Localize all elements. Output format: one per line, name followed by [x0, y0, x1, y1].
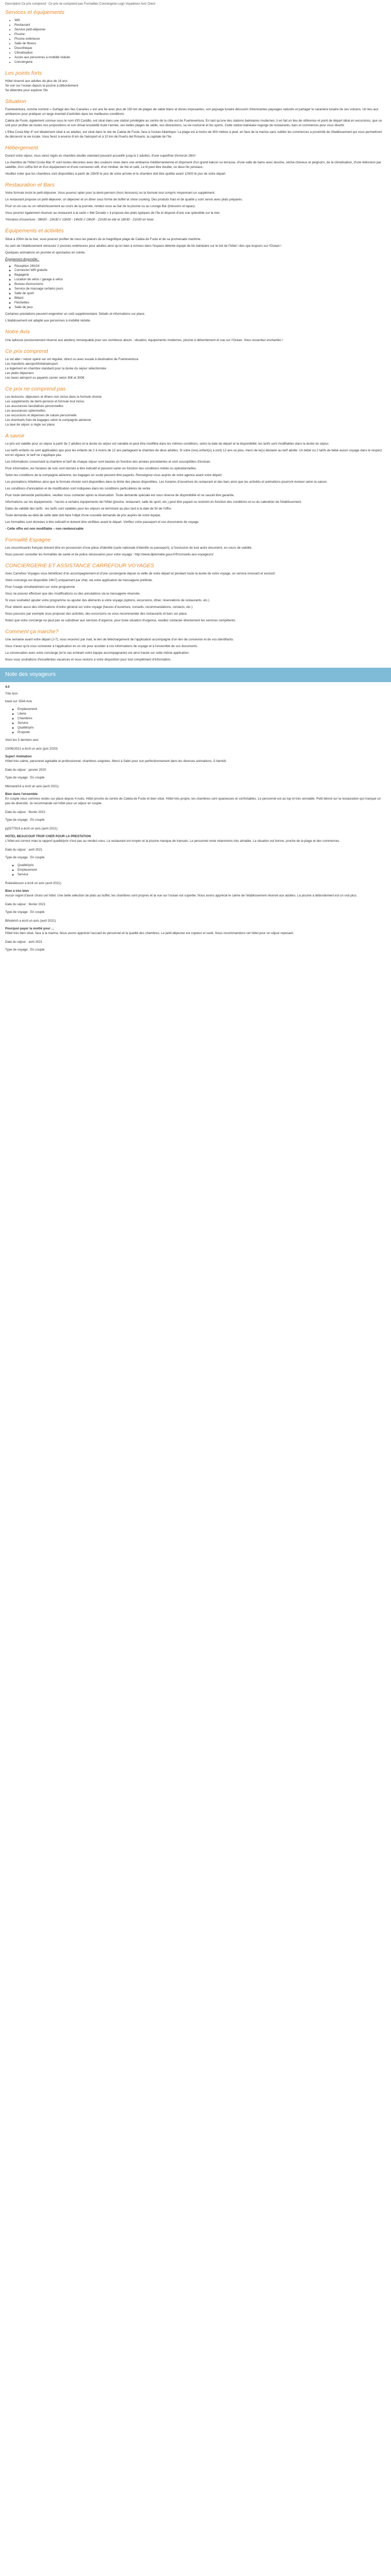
service-item: • Restaurant [14, 23, 386, 28]
page [0, 0, 391, 663]
prix-non-compris-item: Les éventuels frais de bagages selon la compagnie aérienne [5, 418, 91, 422]
service-item: • Piscine extérieure [14, 37, 386, 42]
reviews-section [0, 682, 391, 956]
review-body: En couple nous sommes restés sur place depuis 4 nuits. Hôtel proche du centre de Caleta de Fuste et bien situé. Hôtel très propre, les chambres sont spacieuses et confortables. Le personnel est au top et très serviable. Petit bémol sur la restauration qui manque un peu de diversité. Je recommande cet hôtel pour un séjour en couple. [5, 796, 381, 805]
formalite-paragraph: Les ressortissants français doivent être en possession d'une pièce d'identité (carte nationale d'identité ou passeport), à l'exclusion de tout autre document, en cours de validité. [5, 546, 253, 550]
review-title: Bien à très bien [5, 889, 29, 893]
equipements-label: Équipement disponible : [5, 257, 40, 261]
review-trip-type: Type de voyage : En couple [5, 947, 45, 952]
situation-paragraph: Fuerteventura, comme nommé « Surfage des îles Canaries » est une île avec plus de 150 km de plages de sable blanc et dunes imposantes, son paysage lunaire découvrir d'étonnantes paysages naturels et partager le caractère lunaire de ses volcans. Un lieu aux ambiances pour pratiquer un large éventail d'activités dans les meilleures conditions. [5, 108, 379, 116]
equipement-item: ◦ Salle de sport [14, 292, 386, 296]
hebergement-paragraph: Durant votre séjour, vous serez logés en chambre double standard pouvant accueillir jusqu'à 2 adultes, d'une superficie d'environ 28m². [5, 154, 197, 158]
header-breadcrumb: Description Ce prix comprend : Ce prix ne comprend pas Formalités Conciergerie Logo Voyaletour Avis Client [5, 3, 156, 6]
review-body: Hôtel très calme, personnel agréable et professionnel, chambres soignées. Merci à Sabri pour son perfectionnement dans les diverses animations. À bientôt. [5, 759, 227, 763]
service-item: • Conciergerie [14, 60, 386, 65]
review-meta: pj2577919 a écrit un avis (avril 2021) [5, 826, 58, 831]
prix-non-compris-item: Les assurances facultatives personnelles [5, 404, 63, 408]
comment-tail: Nous vous souhaitons d'excellentes vacances et nous restons à votre disposition pour tout complément d'information. [5, 658, 171, 662]
equipement-item: ◦ Bagagerie [14, 273, 386, 278]
restauration-paragraph: Vous pourrez également réserver au restaurant à la carte « Mel Dorado » il propose des plats typiques de l'île et disposé d'une vue splendide sur la mer. [5, 211, 221, 215]
service-item: • Discothèque [14, 46, 386, 51]
service-item: • Salle de fitness [14, 42, 386, 46]
review-stay-date: Date du séjour : avril 2021 [5, 940, 43, 944]
equipements-title: Équipements et activités [5, 228, 64, 234]
rating-category: ◦ Propreté [18, 731, 386, 735]
equipement-item: ◦ Billard [14, 296, 386, 301]
prix-comprend-title: Ce prix comprend [5, 348, 48, 354]
conciergerie-paragraph: Pour l'usage simultanément sur votre programme [5, 585, 75, 589]
savoir-item: Le prix est valable pour un séjour à partir de 2 adultes et la durée du séjour est variable et peut être modifiée dans les mêmes conditions, selon la date de départ et la disponibilité, les tarifs sont modifiables dans la durée du séjour. [5, 442, 330, 446]
savoir-extra: Les formalités sont données à titre indicatif et doivent être vérifiées avant le départ. Vérifiez votre passeport et vos documents de voyage. [5, 520, 200, 524]
equipement-item: ◦ Salle de jeux [14, 306, 386, 310]
equipement-item: ◦ Connexion Wifi gratuite [14, 268, 386, 273]
savoir-item: Selon les conditions de la compagnie aérienne, les bagages en soute peuvent être payants. Renseignez-vous auprès de votre agence avant votre départ. [5, 473, 223, 477]
equipement-item: ◦ Location de vélos / garage à vélos [14, 278, 386, 282]
formalite-title: Formalité Espagne [5, 536, 51, 543]
prix-non-compris-item: La taxe de séjour si règle sur place [5, 422, 55, 427]
review-trip-type: Type de voyage : En couple [5, 910, 45, 914]
rating-category: ◦ Literie [18, 712, 386, 717]
prix-comprend-item: Le vol aller / retour opéré sur vol régulier, direct ou avec escale à destination de Fuerteventura [5, 357, 138, 361]
review-title: HOTEL BEAUCOUP TROP CHER POUR LA PRESTATION [5, 834, 91, 838]
restauration-paragraph: Le restaurant propose un petit-déjeuner, un déjeuner et un dîner sous forme de buffet et show cooking. Des produits frais et de qualité y sont servis avec plats préparés. [5, 198, 243, 202]
prix-comprend-item: Les petits déjeuners [5, 371, 34, 375]
latest-reviews-label: Voici les 5 derniers avis [5, 738, 39, 742]
restauration-hours: *Horaires d'ouverture : 08h00 - 10h30 // 13h00 - 14h00 // 19h00 - 21h30 en été et 18h30 - 21h00 en hiver. [5, 218, 155, 222]
prix-non-compris-title: Ce prix ne comprend pas [5, 385, 66, 392]
prix-comprend-item: Le logement en chambre standard pour la durée du séjour sélectionnée [5, 366, 107, 370]
restauration-title: Restauration et Bars [5, 182, 55, 189]
review-title: Pourquoi payer la moitié pour ... [5, 926, 54, 930]
savoir-item: Les conditions d'annulation et de modification sont indiquées dans les conditions particulières de vente. [5, 486, 151, 490]
savoir-item: Pour information, les horaires de vols sont donnés à titre indicatif et peuvent varier en fonction des conditions météo ou opérationnelles. [5, 466, 197, 470]
review-trip-type: Type de voyage : En couple [5, 818, 45, 822]
savoir-item: Les prestations hôtelières ainsi que la formule choisie sont disponibles dans la limite des places disponibles. Les horaires d'ouverture du restaurant et des bars ainsi que les activités et animations pourront évoluer selon la saison. [5, 480, 328, 484]
review-extra-list [5, 863, 386, 877]
hebergement-paragraph: La chambre de l'hôtel Costa Mar 4* sont toutes décorées avec des couleurs vives dans une ambiance méditerranéenne et disposent d'un grand balcon ou terrasse, d'une salle de bains avec douche, sèche-cheveux et peignoirs, de la climatisation, d'une télévision par satellite, d'un coffre-fort et d'un équipement et d'une connexion wifi, d'un minibar, de thé et café, Le lit peut être double, ou deux lits jumeaux. [5, 161, 381, 170]
review-trip-type: Type de voyage : En couple [5, 855, 45, 859]
savoir-tail: - Cette offre est non modifiable – non remboursable [5, 527, 84, 531]
conciergerie-title: CONCIERGERIE ET ASSISTANCE CARREFOUR VOYAGES [5, 562, 154, 569]
rating-categories [5, 707, 386, 735]
point-fort: Se voir sur l'océan depuis la piscine à débordement [5, 83, 78, 88]
review-title: Bien dans l'ensemble [5, 792, 38, 796]
prix-non-compris-item: Les boissons, déjeuners et dîners non inclus dans la formule choisie [5, 395, 102, 399]
points-forts-title: Les points forts [5, 70, 42, 76]
equipement-item: ◦ Fléchettes [14, 301, 386, 306]
equipements-pool: Au sein de l'établissement retrouvez 2 piscines extérieures pour adultes ainsi qu'un bain à remous dans l'espace détente équipé de lits balnéaire sur le toit de l'hôtel / des spa toujours sur l'Océan ! [5, 244, 282, 248]
services-title: Services et équipements [5, 9, 64, 15]
equipements-list [5, 264, 386, 311]
prix-comprend-item: Les taxes aéroport ou payants carrier selon 30€ et 300€ [5, 376, 85, 380]
reviews-header: Note des voyageurs [0, 668, 391, 682]
conciergerie-paragraph: Pour obtenir aussi des informations d'ordre général sur votre voyage (heures d'ouverture, conseils, recommandations, contacts, etc.) [5, 605, 193, 609]
prix-non-compris-item: Les assurances optionnelles [5, 409, 46, 413]
rating-category: ◦ Emplacement [18, 707, 386, 712]
service-item: • Piscine [14, 32, 386, 37]
conciergerie-paragraph: Votre concierge est disponible 24h/7j uniquement par chat, via votre application de messagerie préférée. [5, 579, 153, 583]
rating-category: ◦ Service [18, 721, 386, 726]
review-meta: Rolandesson a écrit un avis (avril 2021) [5, 881, 61, 885]
review-extra-item: ◦ Emplacement [18, 868, 386, 873]
notre-avis-title: Notre Avis [5, 329, 30, 335]
review-meta: Méroand14 a écrit un avis (avril 2021) [5, 784, 59, 788]
notre-avis-text: Une adresse (exclusivement réservé aux adultes) remarquable pour ses nombreux atouts : situation, équipements modernes, piscine à débordement et vue sur l'Océan. Vous ressentez enchantés ! [5, 338, 283, 342]
service-item: • Wifi [14, 19, 386, 23]
prix-non-compris-item: Les suppléments de demi-pension et formule tout inclus [5, 399, 85, 403]
review-trip-type: Type de voyage : En couple [5, 775, 45, 779]
situation-title: Situation [5, 98, 26, 105]
conciergerie-paragraph: Si vous souhaitez ajouter votre programme ou ajouter des éléments à votre voyage (options, excursions, dîner, réservations de restaurants, etc.) [5, 599, 209, 603]
service-item: • Accès aux personnes à mobilité réduite [14, 56, 386, 60]
equipements-paid-note: Certaines prestations peuvent engendrer un coût supplémentaire. Détails et informations sur place. [5, 312, 145, 316]
review-extra-item: ◦ Qualité/prix [18, 863, 386, 868]
review-body: Hôtel très bien situé, face à la marina. Nous avons apprécié l'accueil du personnel et la qualité des chambres. Le petit-déjeuner est copieux et varié. Nous recommandons cet hôtel pour un séjour reposant. [5, 931, 294, 935]
conciergerie-paragraph: Nous pouvons par exemple vous proposer des activités, des excursions ou vous recommander des restaurants et bars sur place. [5, 612, 188, 616]
prix-non-compris-item: Les excursions et dépenses de nature personnelle [5, 413, 77, 417]
hebergement-title: Hébergement [5, 145, 38, 151]
review-card [5, 882, 386, 915]
situation-paragraph: L'Elba Costa Mar 4* est idéalement situé à un adultes, est situé dans le site de Caleta de Fuste, face à l'océan Atlantique. La plage est à moins de 400 mètres à pied, en face de la marina sans oublier les commerces à proximité de l'établissement qui vous permettront de découvrir la vie locale. Vous ferez à environ 8 km de l'aéroport et à 10 km de Puerto del Rosario, la capitale de l'île. [5, 130, 382, 139]
review-stay-date: Date du séjour : février 2021 [5, 902, 46, 906]
savoir-extra: Toute demande au-delà de cette date doit faire l'objet d'une nouvelle demande de prix auprès de notre équipe. [5, 513, 161, 517]
restauration-paragraph: Votre formule inclut le petit-déjeuner. Vous pourrez opter pour la demi-pension (hors boissons) ou la formule tout compris moyennant un supplément. [5, 191, 216, 195]
review-stay-date: Date du séjour : avril 2021 [5, 848, 43, 852]
comment-paragraph: Vous n'avez qu'à vous connecter à l'application en un clic pour accéder à vos informations de voyage et à l'ensemble de vos documents. [5, 645, 198, 649]
formalite-paragraph: Nous pouvez consulter les formalités de santé et de police nécessaires pour votre voyage : http://www.diplomatie.gouv.fr/fr/conseils-aux-voyageurs/ [5, 552, 214, 556]
equipements-program: Quelques animations en journée et spectacles en soirée. [5, 250, 86, 255]
equipement-item: ◦ Réception 24h/24 [14, 264, 386, 269]
equipement-item: ◦ Service de massage certains jours [14, 287, 386, 292]
savoir-extra: Dates de validité des tarifs : les tarifs sont valables pour les séjours se terminant au plus tard à la date de fin de l'offre. [5, 506, 172, 511]
equipements-intro: Situé à 200m de la mer, vous pourrez profiter de nous les plaisirs de la magnifique plage de Caleta de Fuste et de sa promenade maritime. [5, 237, 202, 241]
rating-label: Très bon [5, 692, 18, 696]
conciergerie-paragraph: Avec Carrefour Voyages vous bénéficiez d'un accompagnement et d'une conciergerie depuis la veille de votre départ et pendant toute la durée de votre voyage, un service innovant et exclusif. [5, 572, 276, 576]
rating-category: ◦ Chambres [18, 717, 386, 721]
comment-title: Comment ça marche? [5, 629, 59, 635]
comment-paragraph: La conversation avec votre concierge (et le cas échéant votre équipe accompagnante) est ainsi tracée sur cette même application. [5, 651, 190, 655]
review-meta: Bihobrich a écrit un avis (avril 2021) [5, 919, 56, 923]
equipements-access: L'établissement est adapté aux personnes à mobilité réduite. [5, 319, 91, 323]
rating-score: 4.0 [5, 685, 10, 689]
rating-category: ◦ Qualité/prix [18, 726, 386, 731]
review-card [5, 919, 386, 953]
review-stay-date: Date du séjour : janvier 2020 [5, 768, 46, 772]
conciergerie-paragraph: Notez que votre concierge ne peut pas se substituer aux services d'urgence, pour toute situation d'urgence, veuillez contacter directement les services compétents. [5, 619, 236, 623]
review-meta: 10/06/2021 a écrit un avis (juin 2020) [5, 747, 58, 751]
savoir-item: Pour toute demande particulière, veuillez nous contacter après la réservation. Toute demande spéciale est sous réserve de disponibilité et ne saurait être garantie. [5, 493, 235, 497]
hebergement-paragraph: Veuillez noter que les chambres sont disponibles à partir de 15h00 le jour de votre arrivée et le chambre doit être quittée avant 12h00 le jour de votre départ. [5, 172, 226, 176]
prix-comprend-item: Les transferts aéroport/hôtel/aéroport [5, 362, 58, 366]
review-card [5, 827, 386, 877]
services-list [5, 19, 386, 65]
review-title: Super! Animation [5, 754, 32, 758]
review-extra-item: ◦ Service [18, 873, 386, 877]
service-item: • Service petit-déjeuner [14, 28, 386, 32]
comment-paragraph: Une semaine avant votre départ (J-7), vous recevrez par mail, le lien de téléchargement de l'application accompagné d'un lien de connexion et de vos identifiants. [5, 638, 234, 642]
point-fort: Se détendre pour explorer l'île [5, 88, 48, 92]
equipement-item: ◦ Bureau d'excursions [14, 282, 386, 287]
situation-paragraph: Caleta de Fuste, également connue sous le nom d'El Castillo, est situé dans une station privilégiée au centre de la côte est de Fuerteventura. En tant qu'une des stations balnéaires modernes, il en fait un lieu de référence et point de départ idéal en excursions, que ce soit pour profiter de toutes nos propositions et son climat ensoleillé toute l'année, ses belles plages de sable, ses distractions, sa vie nocturne et les sports. Cette station balnéaire regorge de restaurants, bars et commerces pour vous divertir. [5, 119, 382, 128]
service-item: • Climatisation [14, 51, 386, 56]
savoir-extra: Informations sur les équipements : l'accès à certains équipements de l'hôtel (piscine, restaurant, salle de sport, etc.) peut être payant ou restreint en fonction des conditions et ou du calendrier de l'établissement. [5, 500, 302, 504]
savoir-item: Les tarifs enfants ne sont applicables que pour les enfants de 2 à moins de 12 ans partageant la chambre de deux adultes. Si votre (vos) enfant(s) a (ont) 12 ans ou plus, merci de le(s) déclarer au tarif adulte. Un bébé ou 2 tarifs de bébé aucun voyage dans le respect est en vigueur, le tarif ne s'applique pas. [5, 448, 382, 457]
rating-count: basé sur 1544 Avis [5, 700, 32, 704]
restauration-paragraph: Pour un en-cas ou un rafraîchissement au cours de la journée, rendez-vous au bar de la piscine ou au Lounge Bar (boissons et tapas). [5, 205, 196, 209]
point-fort: Hôtel réservé aux adultes de plus de 16 ans [5, 79, 68, 83]
review-card [5, 747, 386, 781]
savoir-title: A savoir [5, 432, 25, 439]
review-stay-date: Date du séjour : février 2021 [5, 810, 46, 814]
conciergerie-paragraph: Vous ne pouvez effectuer que des modifications ou des annulations via la messagerie réservée. [5, 592, 141, 596]
savoir-item: Les informations concernant la chambre et tarif de chaque séjour sont basées en fonction des années précédentes et sont susceptibles d'évoluer. [5, 460, 211, 464]
review-card [5, 785, 386, 823]
review-body: Aucun regret d'avoir choisi cet hôtel. Une belle sélection de plats au buffet, les chambres sont propres et la vue sur l'océan est superbe. Nous avons apprécié le calme de l'établissement réservé aux adultes. La piscine à débordement est un vrai plus. [5, 893, 357, 897]
review-body: L'hôtel est correct mais le rapport qualité/prix n'est pas au rendez-vous. Le restaurant est moyen et la piscine manque de transats. Le personnel reste néanmoins très aimable. La situation est bonne, proche de la plage et des commerces. [5, 839, 340, 843]
